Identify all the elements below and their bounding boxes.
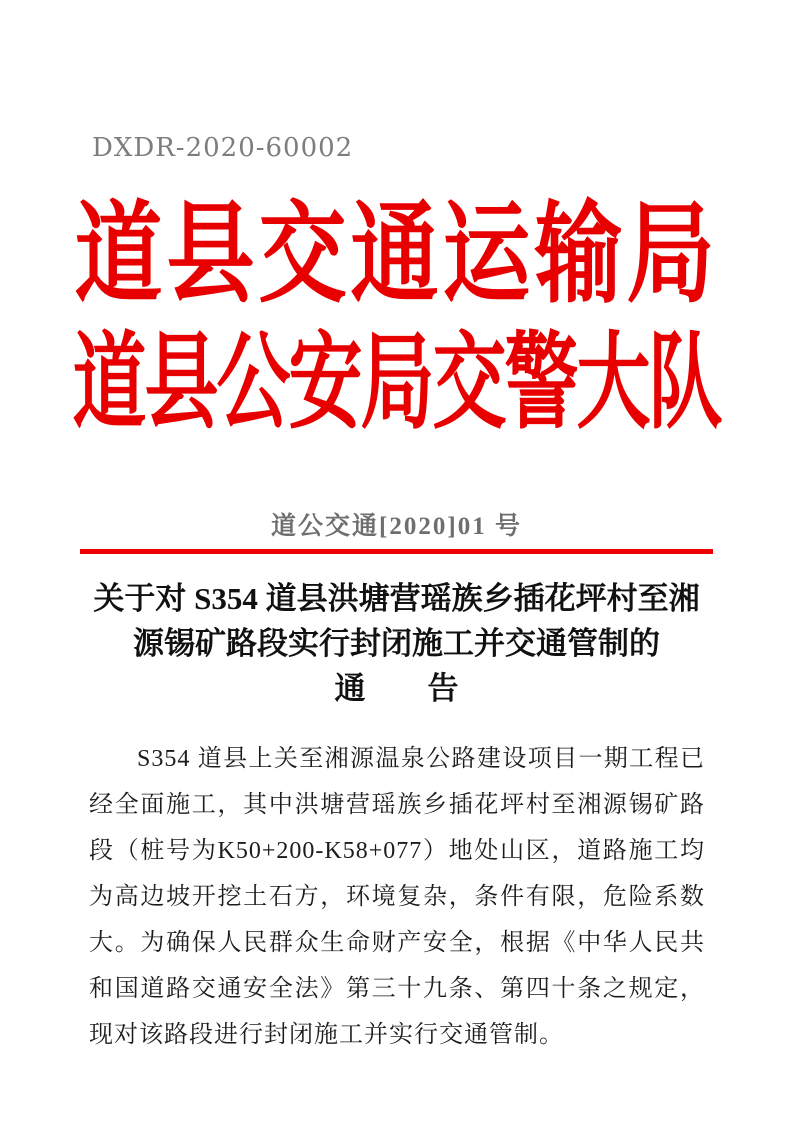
document-reference-code: DXDR-2020-60002 <box>92 133 354 163</box>
notice-title <box>40 576 753 711</box>
notice-title-line-1: 关于对 S354 道县洪塘营瑶族乡插花坪村至湘 <box>93 581 700 616</box>
masthead-agency-transport-bureau: 道县交通运输局 <box>74 195 719 317</box>
document-issue-number: 道公交通[2020]01 号 <box>271 513 522 540</box>
masthead-agency-traffic-police: 道县公安局交警大队 <box>72 326 721 443</box>
notice-body-paragraph: S354 道县上关至湘源温泉公路建设项目一期工程已经全面施工，其中洪塘营瑶族乡插花坪村至湘源锡矿路段（桩号为K50+200-K58+077）地处山区，道路施工均为高边坡开挖土石方，环境复杂，条件有限，危险系数大。为确保人民群众生命财产安全，根据《中华人民共和国道路交通安全法》第三十九条、第四十条之规定，现对该路段进行封闭施工并实行交通管制。 <box>89 746 705 1048</box>
notice-title-line-2: 源锡矿路段实行封闭施工并交通管制的 <box>133 626 660 661</box>
red-divider-line <box>80 549 713 554</box>
notice-title-line-3: 通 告 <box>334 671 459 706</box>
